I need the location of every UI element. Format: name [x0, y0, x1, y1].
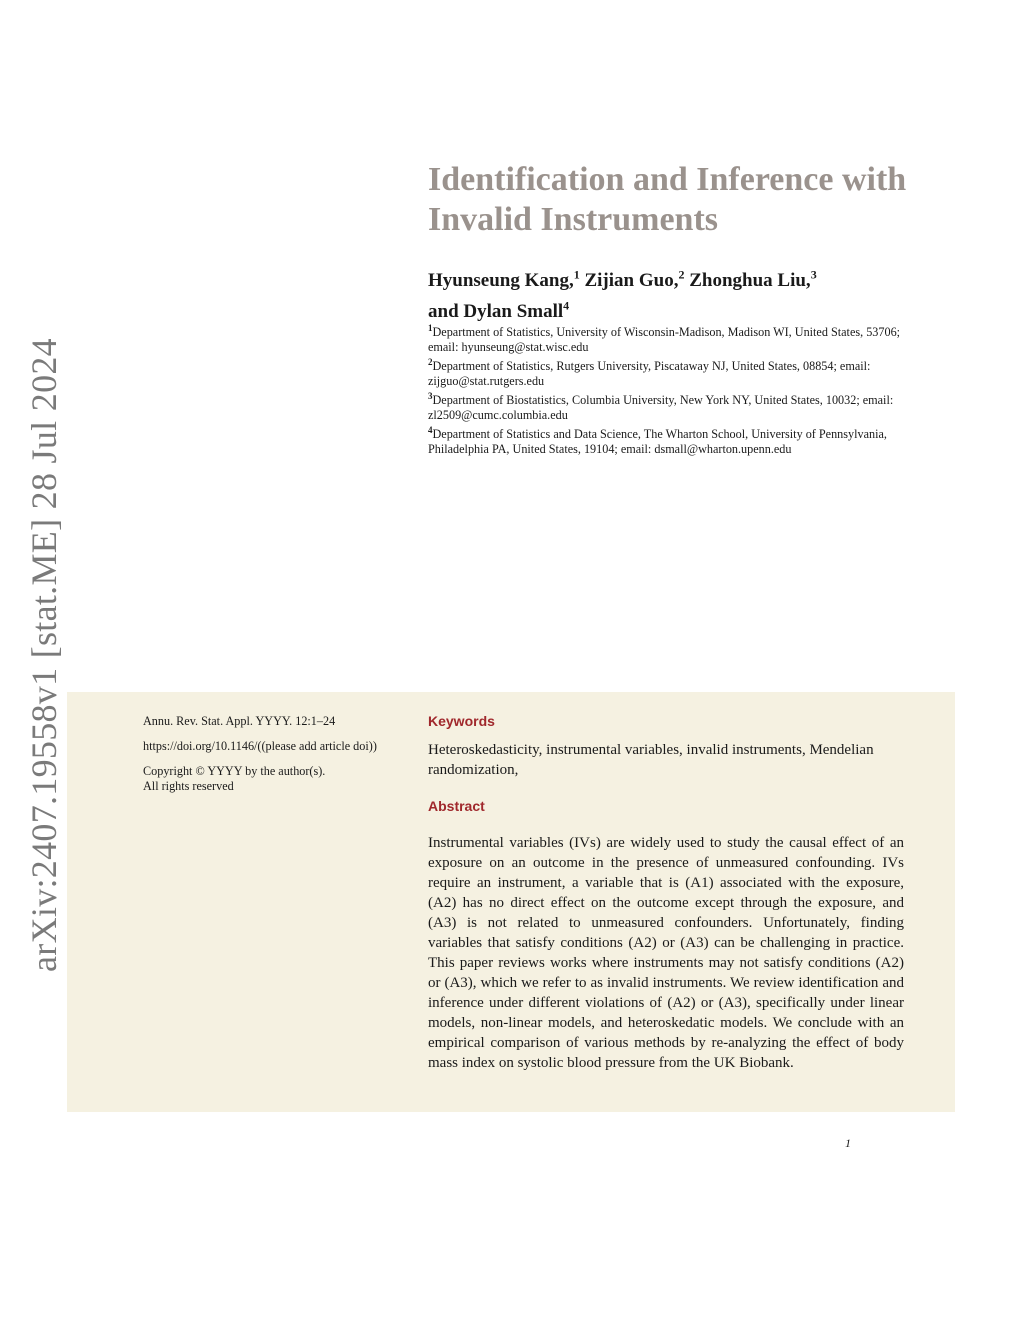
paper-title: Identification and Inference with Invalid Instruments — [428, 161, 907, 238]
affiliation: $^2$Department of Statistics, Rutgers University, Piscataway NJ, United States, 08854; email: zijguo@stat.rutgers.edu — [428, 357, 871, 389]
journal-citation: Annu. Rev. Stat. Appl. YYYY. 12:1–24 — [143, 714, 336, 728]
author: Zijian Guo,$^2$ — [584, 268, 685, 292]
affiliation-list — [428, 321, 918, 457]
affiliation: $^3$Department of Biostatistics, Columbia University, New York NY, United States, 10032; email: zl2509@cumc.columbia.edu — [428, 391, 894, 423]
affiliation: $^1$Department of Statistics, University of Wisconsin-Madison, Madison WI, United States, 53706; email: hyunseung@stat.wisc.edu — [428, 323, 901, 355]
arxiv-identifier: arXiv:2407.19558v1 [stat.ME] 28 Jul 2024 — [24, 338, 64, 972]
doi-link[interactable]: https://doi.org/10.1146/((please add article doi)) — [143, 739, 377, 753]
keywords-text: Heteroskedasticity, instrumental variables, invalid instruments, Mendelian randomization, — [428, 742, 874, 778]
publication-meta — [143, 714, 383, 804]
keywords-heading: Keywords — [428, 713, 495, 729]
page-number: 1 — [845, 1136, 851, 1150]
author: and Dylan Small$^4$ — [428, 298, 570, 322]
arxiv-sidebar — [0, 0, 90, 1325]
affiliation: $^4$Department of Statistics and Data Science, The Wharton School, University of Pennsylvania, Philadelphia PA, United States, 19104; email: dsmall@wharton.upenn.edu — [428, 425, 887, 457]
copyright-notice: Copyright © YYYY by the author(s). All rights reserved — [143, 764, 326, 793]
abstract-heading: Abstract — [428, 798, 485, 814]
author-list — [428, 263, 928, 324]
author: Zhonghua Liu,$^3$ — [689, 268, 817, 292]
author: Hyunseung Kang,$^1$ — [428, 268, 580, 292]
abstract-text: Instrumental variables (IVs) are widely used to study the causal effect of an exposure on an outcome in the presence of unmeasured confounding. IVs require an instrument, a variable that is (A1) associated with the exposure, (A2) has no direct effect on the outcome except through the exposure, and (A3) is not related to unmeasured confounders. Unfortunately, finding variables that satisfy conditions (A2) or (A3) can be challenging in practice. This paper reviews works where instruments may not satisfy conditions (A2) or (A3), which we refer to as invalid instruments. We review identification and inference under different violations of (A2) or (A3), specifically under linear models, non-linear models, and heteroskedatic models. We conclude with an empirical comparison of various methods by re-analyzing the effect of body mass index on systolic blood pressure from the UK Biobank. — [428, 835, 904, 1071]
